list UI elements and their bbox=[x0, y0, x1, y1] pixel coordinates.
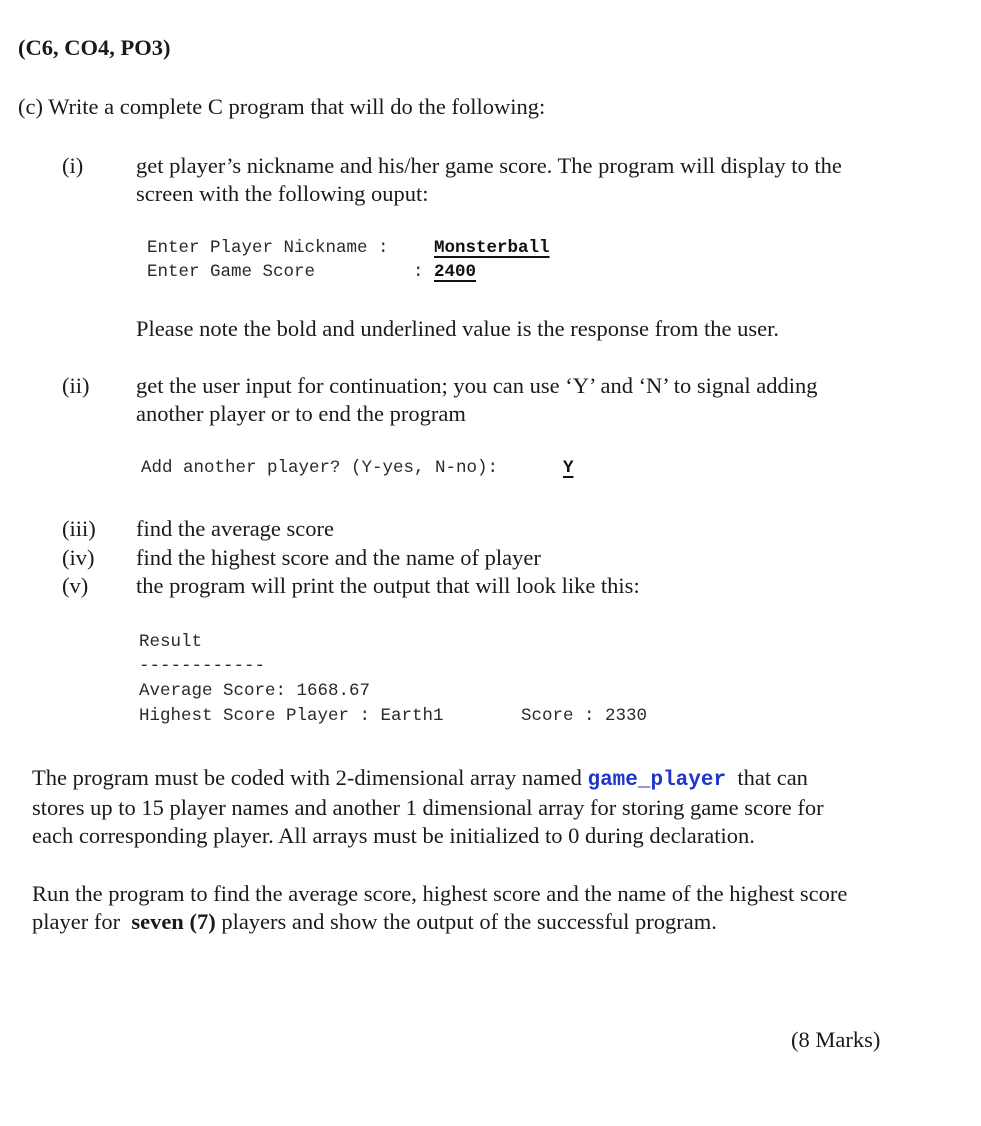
para2-line1: Run the program to find the average score, highest score and the name of the highest score bbox=[32, 881, 848, 906]
para1-line3: each corresponding player. All arrays must be initialized to 0 during declaration. bbox=[32, 823, 755, 848]
item-ii-line2: another player or to end the program bbox=[136, 401, 466, 426]
para2-line2 bbox=[32, 908, 717, 936]
item-i-note: Please note the bold and underlined value is the response from the user. bbox=[136, 316, 779, 341]
item-ii-line1: get the user input for continuation; you can use ‘Y’ and ‘N’ to signal adding bbox=[136, 373, 818, 398]
console-highest-player: Highest Score Player : Earth1 bbox=[139, 706, 444, 726]
para2-pre: player for bbox=[32, 909, 121, 934]
item-ii-label: (ii) bbox=[62, 373, 90, 398]
console-score-colon: : bbox=[413, 262, 424, 282]
item-iii-label: (iii) bbox=[62, 516, 96, 541]
console-score-prompt: Enter Game Score bbox=[147, 262, 316, 282]
console-score-value: 2400 bbox=[434, 262, 477, 282]
para2-post: players and show the output of the successful program. bbox=[221, 909, 717, 934]
console-continue-prompt: Add another player? (Y-yes, N-no): bbox=[141, 458, 499, 478]
para1-line1 bbox=[32, 764, 808, 795]
console-highest-score: Score : 2330 bbox=[521, 706, 648, 726]
item-i-line1: get player’s nickname and his/her game score. The program will display to the bbox=[136, 153, 842, 178]
para2-bold: seven (7) bbox=[131, 909, 216, 934]
console-nick-prompt: Enter Player Nickname : bbox=[147, 238, 389, 258]
console-nick-value: Monsterball bbox=[434, 238, 550, 258]
item-iv-label: (iv) bbox=[62, 545, 95, 570]
item-v-label: (v) bbox=[62, 573, 89, 598]
game-player-keyword: game_player bbox=[587, 769, 727, 792]
question-code: (C6, CO4, PO3) bbox=[18, 35, 171, 60]
item-v-text: the program will print the output that will look like this: bbox=[136, 573, 640, 598]
para1-post: that can bbox=[737, 765, 808, 790]
para1-line2: stores up to 15 player names and another 1 dimensional array for storing game score for bbox=[32, 795, 824, 820]
console-result-heading: Result bbox=[139, 632, 203, 652]
console-continue-value: Y bbox=[563, 458, 574, 478]
console-average: Average Score: 1668.67 bbox=[139, 681, 371, 701]
item-iii-text: find the average score bbox=[136, 516, 335, 541]
console-result-dashes: ------------ bbox=[139, 656, 266, 676]
item-i-line2: screen with the following ouput: bbox=[136, 181, 429, 206]
question-title: (c) Write a complete C program that will do the following: bbox=[18, 94, 546, 119]
item-iv-text: find the highest score and the name of player bbox=[136, 545, 541, 570]
marks: (8 Marks) bbox=[791, 1027, 881, 1052]
para1-pre: The program must be coded with 2-dimensional array named bbox=[32, 765, 582, 790]
item-i-label: (i) bbox=[62, 153, 84, 178]
